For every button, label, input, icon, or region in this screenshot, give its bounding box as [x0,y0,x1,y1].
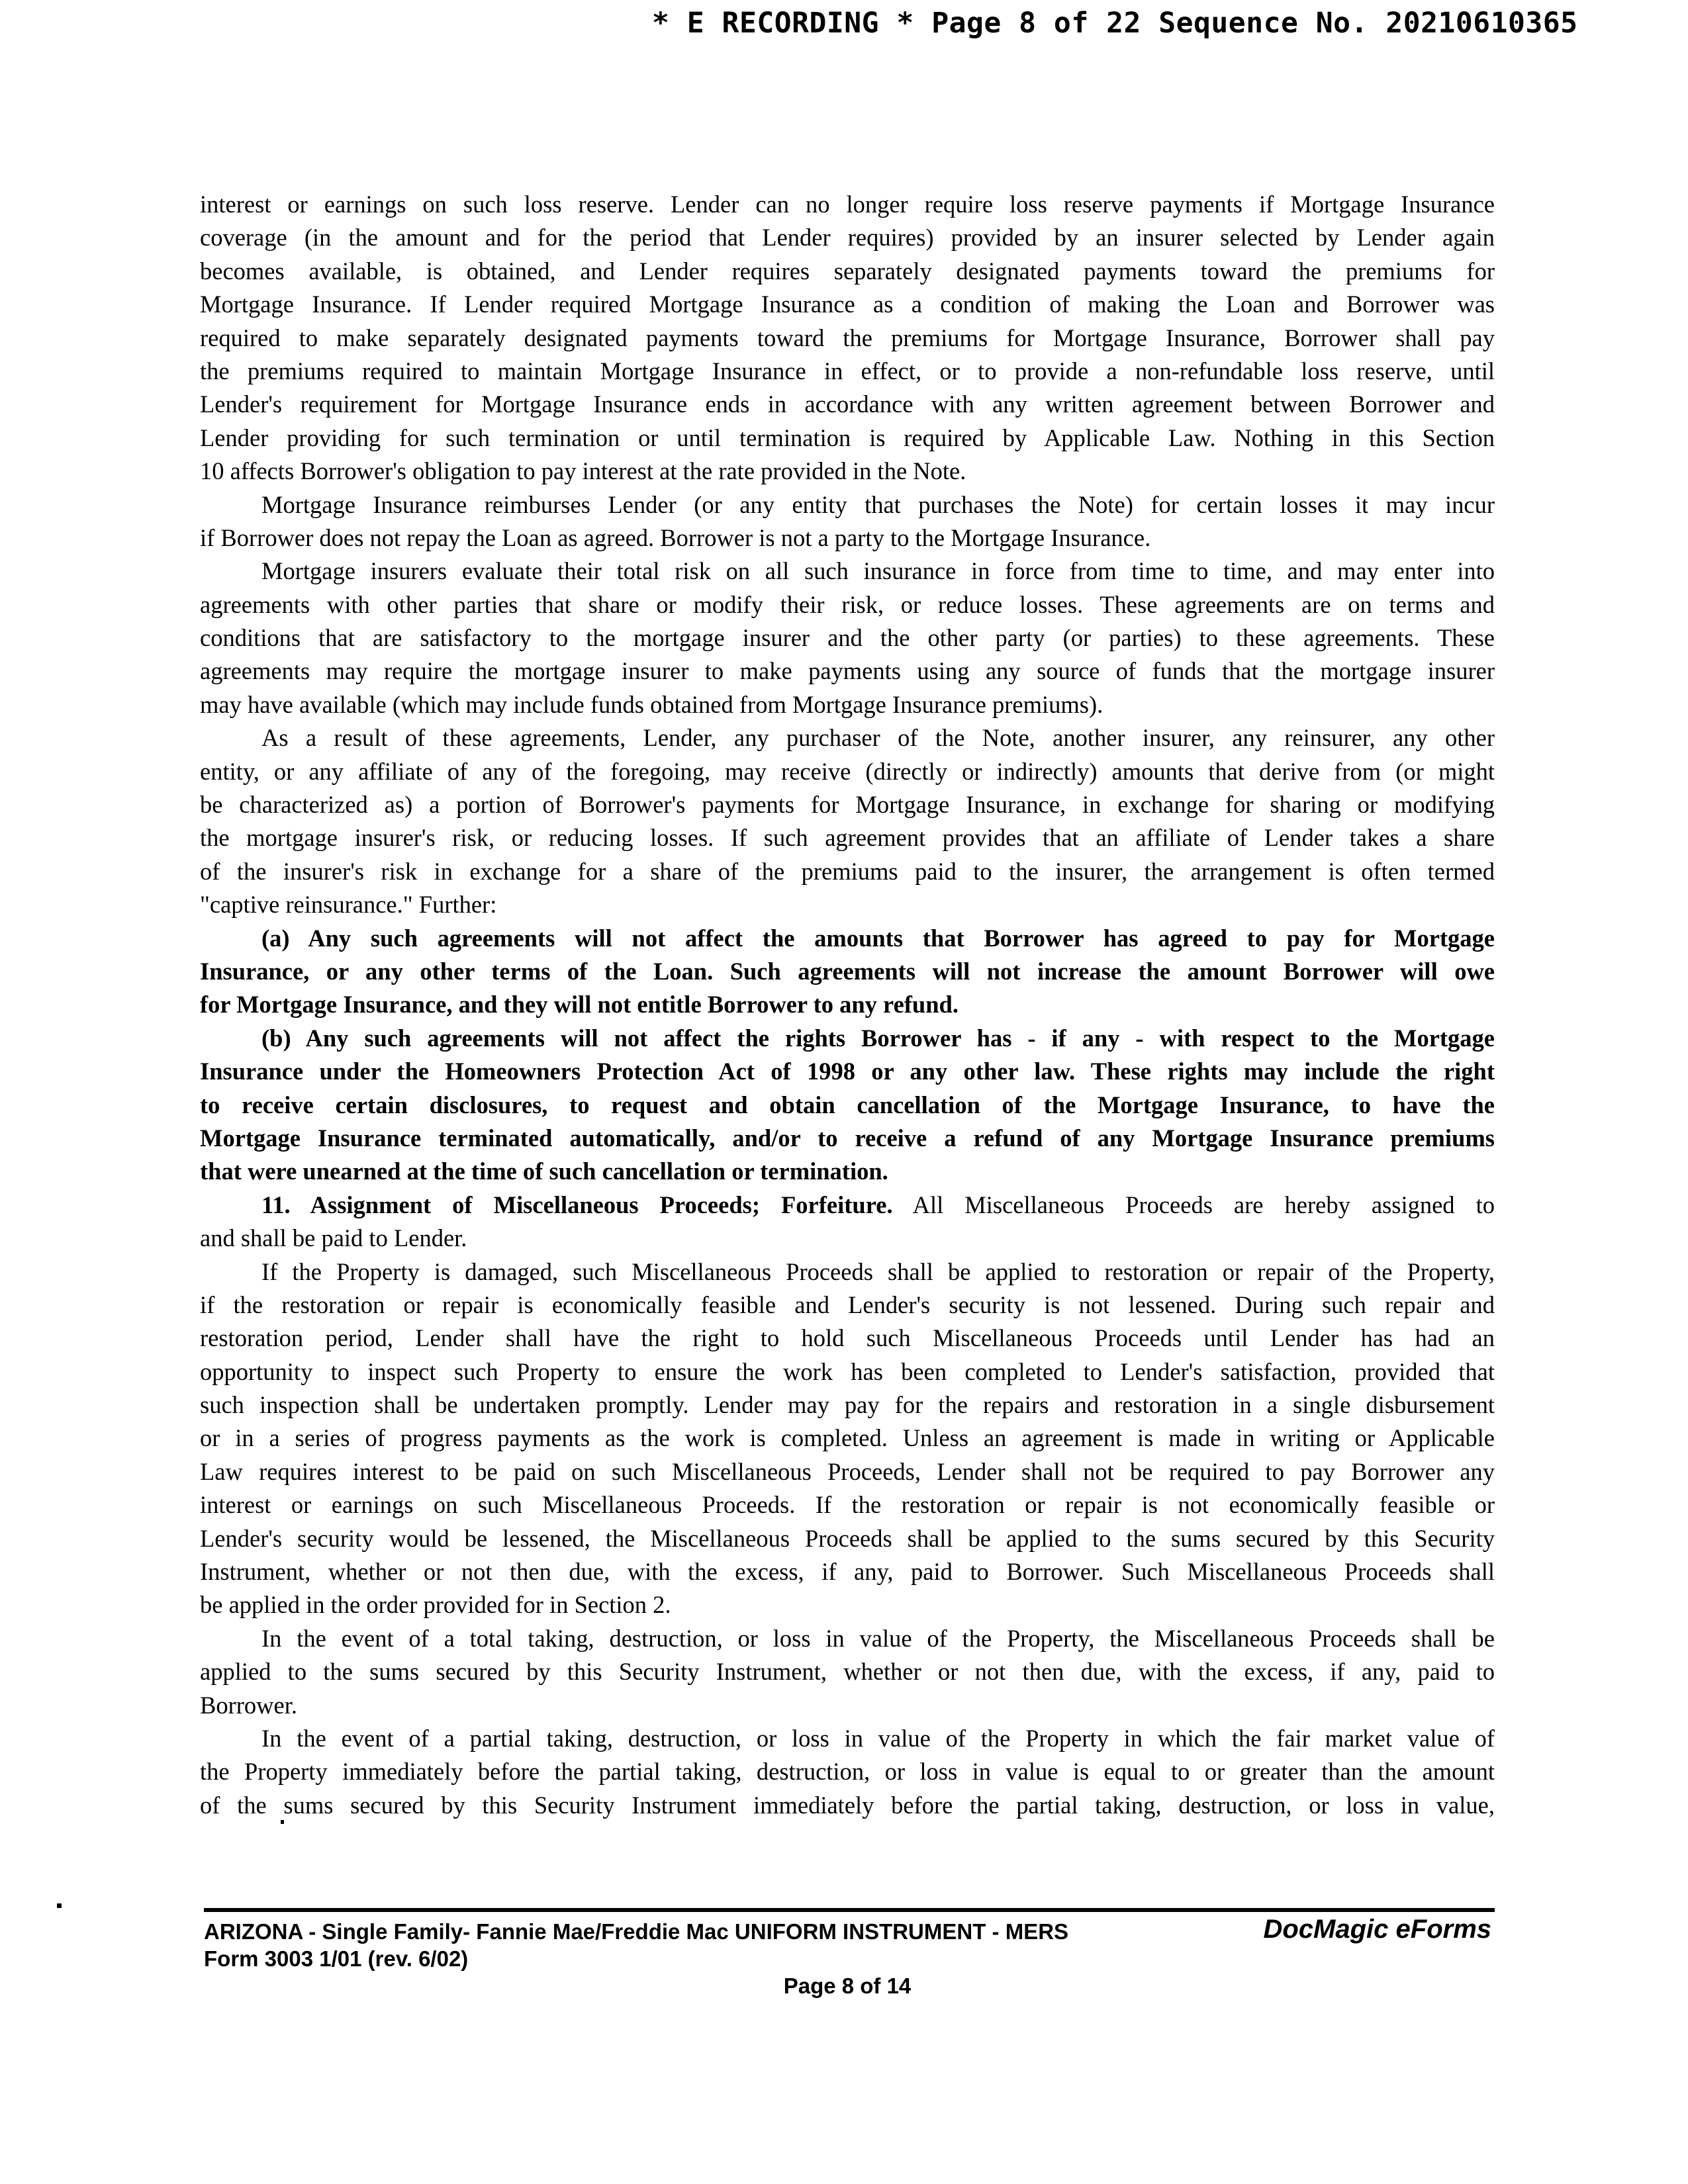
text-line: if Borrower does not repay the Loan as agreed. Borrower is not a party to the Mortgage Insurance. [200,523,1151,551]
e-recording-header: * E RECORDING * Page 8 of 22 Sequence No. 20210610365 [652,7,1578,40]
text-line: be characterized as) a portion of Borrower's payments for Mortgage Insurance, in exchange for sharing or modifying [200,791,1495,819]
text-line: applied to the sums secured by this Security Instrument, whether or not then due, with the excess, if any, paid to [200,1658,1495,1686]
text-segment: All Miscellaneous Proceeds are hereby assigned to [892,1191,1495,1218]
text-line: agreements with other parties that share or modify their risk, or reduce losses. These agreements are on terms and [200,590,1495,618]
text-line: of the sums secured by this Security Instrument immediately before the partial taking, destruction, or loss in value, [200,1791,1495,1819]
footer-instrument-line: ARIZONA - Single Family- Fannie Mae/Freddie Mac UNIFORM INSTRUMENT - MERS [204,1919,1069,1944]
text-line: Borrower. [200,1691,297,1719]
text-line: Mortgage Insurance. If Lender required Mortgage Insurance as a condition of making the Loan and Borrower was [200,291,1495,318]
text-line: coverage (in the amount and for the period that Lender requires) provided by an insurer selected by Lender again [200,224,1495,251]
text-line: As a result of these agreements, Lender, any purchaser of the Note, another insurer, any reinsurer, any other [261,724,1495,752]
text-line: to receive certain disclosures, to request and obtain cancellation of the Mortgage Insurance, to have the [200,1091,1495,1118]
text-line: the mortgage insurer's risk, or reducing losses. If such agreement provides that an affiliate of Lender takes a share [200,824,1495,852]
text-line: Instrument, whether or not then due, with the excess, if any, paid to Borrower. Such Miscellaneous Proceeds shall [200,1558,1495,1586]
text-line: or in a series of progress payments as the work is completed. Unless an agreement is made in writing or Applicable [200,1424,1495,1452]
footer-page-number: Page 8 of 14 [783,1974,912,1998]
text-line: Law requires interest to be paid on such Miscellaneous Proceeds, Lender shall not be required to pay Borrower any [200,1457,1495,1485]
bold-text-segment: 11. Assignment of Miscellaneous Proceeds; Forfeiture. [261,1191,893,1218]
text-line: Insurance, or any other terms of the Loan. Such agreements will not increase the amount Borrower will owe [200,957,1495,985]
text-line: the premiums required to maintain Mortgage Insurance in effect, or to provide a non-refundable loss reserve, until [200,357,1495,385]
text-line: (b) Any such agreements will not affect the rights Borrower has - if any - with respect to the Mortgage [261,1024,1495,1052]
text-line: the Property immediately before the partial taking, destruction, or loss in value is equal to or greater than the amount [200,1758,1495,1786]
text-line: Lender's security would be lessened, the Miscellaneous Proceeds shall be applied to the sums secured by this Security [200,1524,1495,1552]
text-line: (a) Any such agreements will not affect the amounts that Borrower has agreed to pay for Mortgage [261,924,1495,952]
footer-form-line: Form 3003 1/01 (rev. 6/02) [204,1946,469,1971]
text-line: becomes available, is obtained, and Lender requires separately designated payments toward the premiums for [200,257,1495,285]
text-line: Insurance under the Homeowners Protection Act of 1998 or any other law. These rights may include the right [200,1058,1495,1085]
text-line: restoration period, Lender shall have the right to hold such Miscellaneous Proceeds until Lender has had an [200,1324,1495,1352]
docmagic-eforms-logo: DocMagic eForms [1263,1915,1491,1944]
text-line: opportunity to inspect such Property to ensure the work has been completed to Lender's satisfaction, provided that [200,1357,1495,1385]
text-line: Lender providing for such termination or until termination is required by Applicable Law. Nothing in this Section [200,424,1495,451]
text-line: may have available (which may include funds obtained from Mortgage Insurance premiums). [200,690,1103,718]
text-line: "captive reinsurance." Further: [200,891,497,919]
text-line: interest or earnings on such loss reserve. Lender can no longer require loss reserve payments if Mortgage Insurance [200,191,1495,218]
text-line: agreements may require the mortgage insurer to make payments using any source of funds that the mortgage insurer [200,657,1495,685]
text-line: Lender's requirement for Mortgage Insurance ends in accordance with any written agreement between Borrower and [200,390,1495,418]
text-line: required to make separately designated payments toward the premiums for Mortgage Insurance, Borrower shall pay [200,324,1495,351]
text-line: Mortgage insurers evaluate their total risk on all such insurance in force from time to time, and may enter into [261,557,1495,585]
text-line: such inspection shall be undertaken promptly. Lender may pay for the repairs and restoration in a single disbursement [200,1391,1495,1419]
text-line: for Mortgage Insurance, and they will not entitle Borrower to any refund. [200,991,959,1019]
text-line: 10 affects Borrower's obligation to pay interest at the rate provided in the Note. [200,457,966,485]
footer-instrument-info [204,1918,1068,1972]
text-line: entity, or any affiliate of any of the foregoing, may receive (directly or indirectly) amounts that derive from (or might [200,757,1495,785]
document-body [200,188,1495,1822]
text-line: if the restoration or repair is economically feasible and Lender's security is not lessened. During such repair and [200,1291,1495,1318]
footer-divider [204,1908,1495,1912]
text-line: In the event of a total taking, destruction, or loss in value of the Property, the Miscellaneous Proceeds shall be [261,1624,1495,1652]
text-line: that were unearned at the time of such cancellation or termination. [200,1158,888,1185]
text-line [200,1189,1495,1222]
text-line: Mortgage Insurance terminated automatically, and/or to receive a refund of any Mortgage Insurance premiums [200,1124,1495,1152]
scan-artifact-dot [57,1903,62,1908]
text-line: If the Property is damaged, such Miscellaneous Proceeds shall be applied to restoration or repair of the Property, [261,1257,1495,1285]
text-line: be applied in the order provided for in Section 2. [200,1591,671,1619]
text-line: and shall be paid to Lender. [200,1224,467,1252]
text-line: In the event of a partial taking, destruction, or loss in value of the Property in which the fair market value of [261,1724,1495,1752]
scan-artifact-dot [281,1820,284,1824]
text-line: conditions that are satisfactory to the mortgage insurer and the other party (or parties) to these agreements. These [200,624,1495,652]
text-line: Mortgage Insurance reimburses Lender (or any entity that purchases the Note) for certain losses it may incur [261,490,1495,518]
text-line: interest or earnings on such Miscellaneous Proceeds. If the restoration or repair is not economically feasible or [200,1491,1495,1519]
text-line: of the insurer's risk in exchange for a share of the premiums paid to the insurer, the arrangement is often termed [200,857,1495,885]
